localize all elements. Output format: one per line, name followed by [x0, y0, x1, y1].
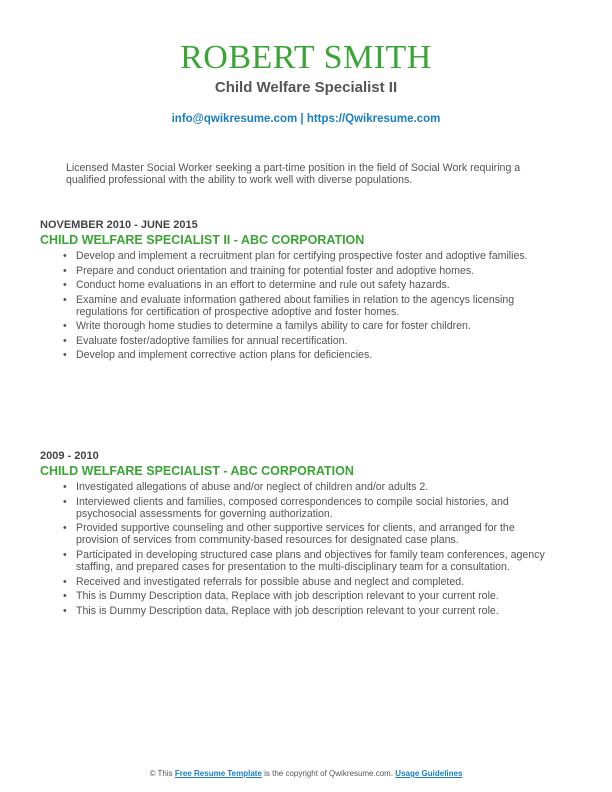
list-item: • Interviewed clients and families, composed correspondences to compile social histories, and psychosocial assessments for governing authorization.	[76, 496, 560, 520]
job-role: CHILD WELFARE SPECIALIST II - ABC CORPORATION	[40, 233, 365, 247]
contact-line	[0, 112, 612, 126]
list-item: • Develop and implement a recruitment plan for certifying prospective foster and adoptive families.	[76, 250, 560, 262]
candidate-name: ROBERT SMITH	[180, 39, 432, 76]
website-link[interactable]: https://Qwikresume.com	[306, 113, 441, 125]
job-dates: 2009 - 2010	[40, 450, 99, 462]
list-item: • This is Dummy Description data, Replace with job description relevant to your current role.	[76, 590, 560, 602]
list-item: • Write thorough home studies to determine a familys ability to care for foster children.	[76, 320, 560, 332]
list-item: • Evaluate foster/adoptive families for annual recertification.	[76, 335, 560, 347]
job-entry-2	[40, 450, 560, 619]
list-item: • Develop and implement corrective action plans for deficiencies.	[76, 349, 560, 361]
job-role: CHILD WELFARE SPECIALIST - ABC CORPORATION	[40, 464, 354, 478]
list-item: • Examine and evaluate information gathered about families in relation to the agencys licensing regulations for certification of prospective adoptive and foster homes.	[76, 294, 560, 318]
free-resume-template-link[interactable]: Free Resume Template	[174, 769, 262, 778]
usage-guidelines-link[interactable]: Usage Guidelines	[395, 769, 463, 778]
footer-prefix: © This	[149, 769, 173, 778]
job-entry-1	[40, 219, 560, 364]
list-item: • Investigated allegations of abuse and/or neglect of children and/or adults 2.	[76, 481, 560, 493]
copyright-footer	[0, 769, 612, 778]
list-item: • Prepare and conduct orientation and training for potential foster and adoptive homes.	[76, 265, 560, 277]
candidate-title: Child Welfare Specialist II	[214, 79, 398, 96]
list-item: • This is Dummy Description data, Replace with job description relevant to your current role.	[76, 605, 560, 617]
job-dates: NOVEMBER 2010 - JUNE 2015	[40, 219, 198, 231]
list-item: • Conduct home evaluations in an effort to determine and rule out safety hazards.	[76, 279, 560, 291]
summary-paragraph: Licensed Master Social Worker seeking a part-time position in the field of Social Work requiring a qualified professional with the ability to work well with diverse populations.	[66, 162, 521, 187]
email-link[interactable]: info@qwikresume.com	[171, 113, 298, 125]
list-item: • Received and investigated referrals for possible abuse and neglect and completed.	[76, 576, 560, 588]
footer-middle: is the copyright of Qwikresume.com.	[264, 769, 394, 778]
job-bullets	[40, 481, 560, 617]
job-bullets	[40, 250, 560, 361]
contact-separator: |	[300, 113, 304, 125]
list-item: • Participated in developing structured case plans and objectives for family team conferences, agency staffing, and prepared cases for presentation to the multi-disciplinary team for a consultation.	[76, 549, 560, 573]
list-item: • Provided supportive counseling and other supportive services for clients, and arranged for the provision of services from community-based resources for designated case plans.	[76, 522, 560, 546]
